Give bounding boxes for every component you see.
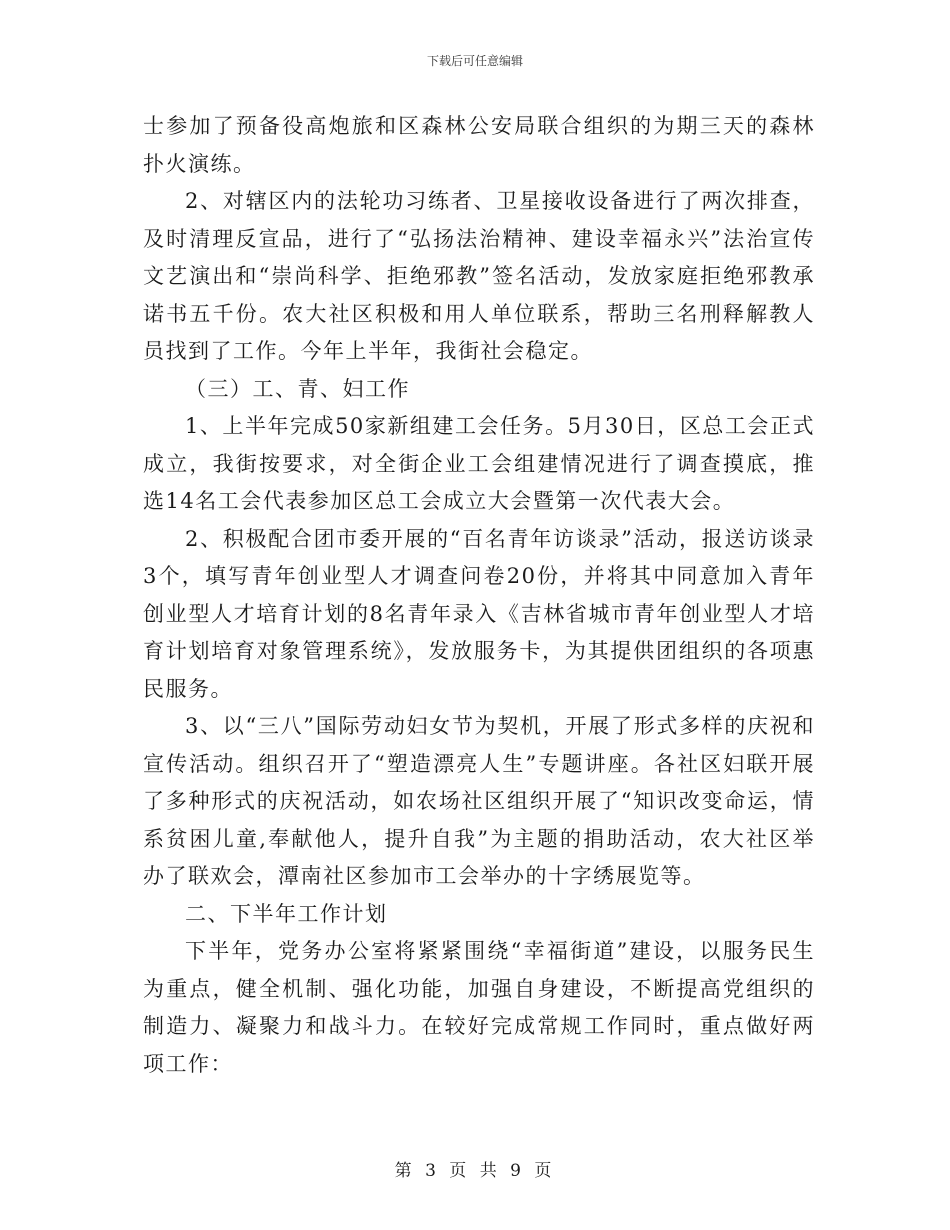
paragraph-item-1: 1、上半年完成50家新组建工会任务。5月30日，区总工会正式成立，我街按要求，对全街企业工会组建情况进行了调查摸底，推选14名工会代表参加区总工会成立大会暨第一次代表大会。 [143, 414, 815, 513]
page-number: 第 3 页 共 9 页 [394, 1161, 556, 1181]
section-heading-workers-youth-women: （三）工、青、妇工作 [185, 376, 410, 401]
paragraph-item-2-youth: 2、积极配合团市委开展的“百名青年访谈录”活动，报送访谈录3个，填写青年创业型人才调查问卷20份，并将其中同意加入青年创业型人才培育计划的8名青年录入《吉林省城市青年创业型人才培育计划培育对象管理系统》，发放服务卡，为其提供团组织的各项惠民服务。 [143, 526, 815, 701]
paragraph-continued: 士参加了预备役高炮旅和区森林公安局联合组织的为期三天的森林扑火演练。 [143, 114, 815, 176]
paragraph-plan: 下半年，党务办公室将紧紧围绕“幸福街道”建设，以服务民生为重点，健全机制、强化功能，加强自身建设，不断提高党组织的制造力、凝聚力和战斗力。在较好完成常规工作同时，重点做好两项工作： [143, 939, 815, 1076]
paragraph-item-3-women: 3、以“三八”国际劳动妇女节为契机，开展了形式多样的庆祝和宣传活动。组织召开了“塑造漂亮人生”专题讲座。各社区妇联开展了多种形式的庆祝活动，如农场社区组织开展了“知识改变命运，情系贫困儿童,奉献他人，提升自我”为主题的捐助活动，农大社区举办了联欢会，潭南社区参加市工会举办的十字绣展览等。 [143, 714, 815, 888]
paragraph-item-2: 2、对辖区内的法轮功习练者、卫星接收设备进行了两次排查，及时清理反宣品，进行了“弘扬法治精神、建设幸福永兴”法治宣传文艺演出和“崇尚科学、拒绝邪教”签名活动，发放家庭拒绝邪教承诺书五千份。农大社区积极和用人单位联系，帮助三名刑释解教人员找到了工作。今年上半年，我街社会稳定。 [143, 189, 815, 363]
document-body [143, 108, 815, 1083]
section-heading-second-half-plan: 二、下半年工作计划 [185, 901, 388, 926]
page-header: 下载后可任意编辑 [426, 54, 523, 68]
